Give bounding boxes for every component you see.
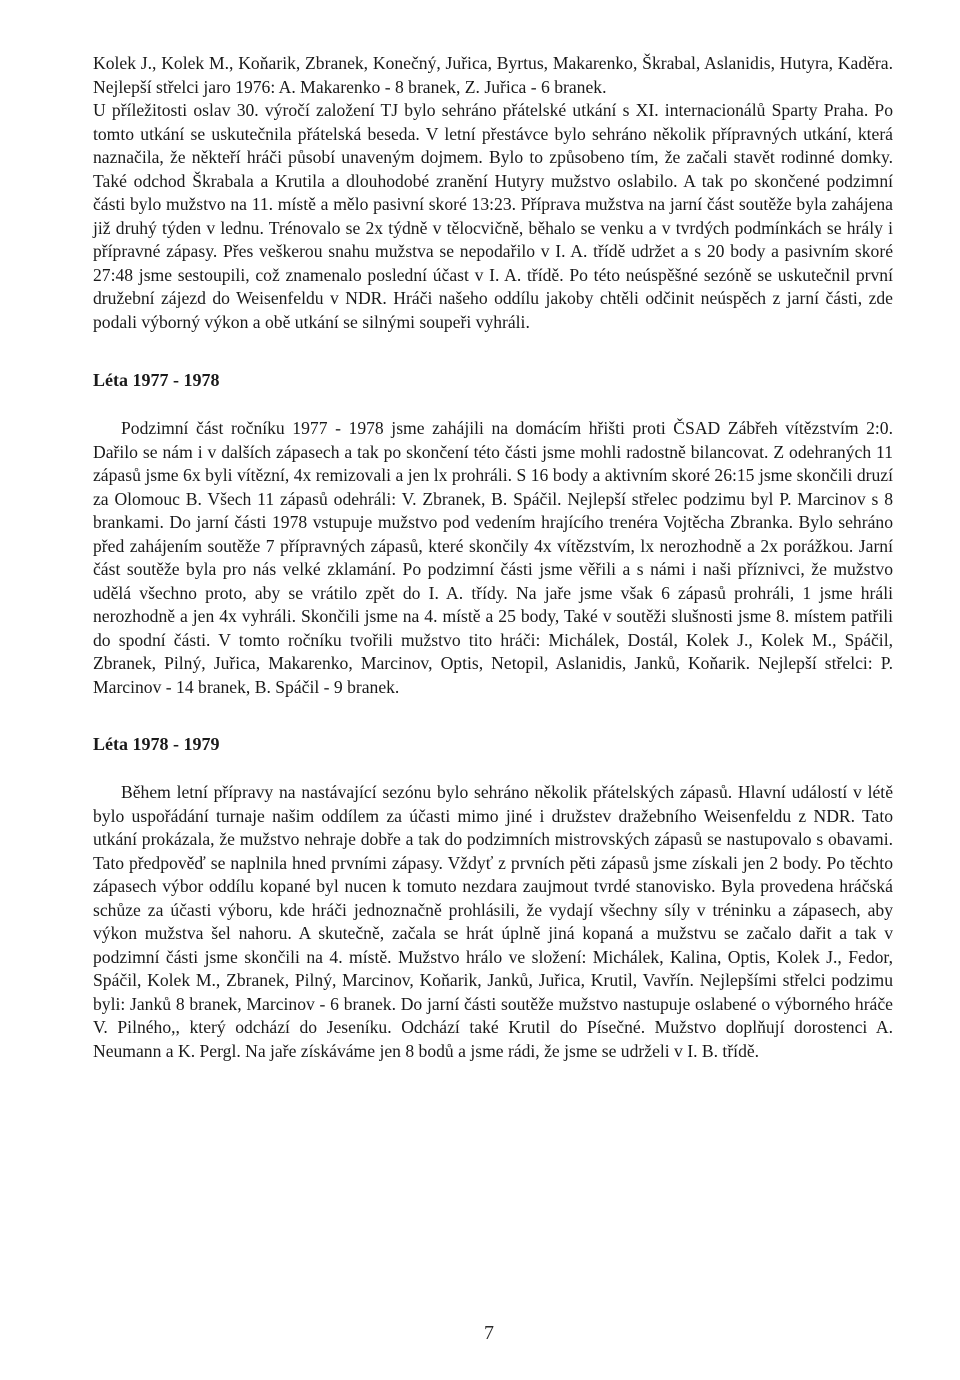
section-heading-1977-1978: Léta 1977 - 1978	[93, 370, 220, 390]
section-heading-1978-1979: Léta 1978 - 1979	[93, 734, 220, 754]
intro-paragraph-players: Kolek J., Kolek M., Koňarik, Zbranek, Konečný, Juřica, Byrtus, Makarenko, Škrabal, Aslanidis, Hutyra, Kaděra. Nejlepší střelci jaro 1976: A. Makarenko - 8 branek, Z. Juřica - 6 branek.	[93, 53, 893, 97]
page-number: 7	[484, 1322, 494, 1344]
section-paragraph-1978-1979: Během letní přípravy na nastávající sezónu bylo sehráno několik přátelských zápasů. Hlavní událostí v létě bylo uspořádání turnaje našim oddílem za účasti mimo jiné i družstev dražebního Weisenfeldu z NDR. Tato utkání prokázala, že mužstvo nehraje dobře a tak do podzimních mistrovských zápasů se nastupovalo s obavami. Tato předpověď se naplnila hned prvními zápasy. Vždyť z prvních pěti zápasů jsme získali jen 2 body. Po těchto zápasech výbor oddílu kopané byl nucen k tomuto nezdara zaujmout tvrdé stanovisko. Byla provedena hráčská schůze za účasti výboru, kde hráči jednoznačně prohlásili, že vydají všechny síly v tréninku a zápasech, aby výkon mužstva šel nahoru. A skutečně, začala se hrát úplně jiná kopaná a mužstvu se začalo dařit a tak v podzimní části jsme skončili na 4. místě. Mužstvo hrálo ve složení: Michálek, Kalina, Optis, Kolek J., Fedor, Spáčil, Kolek M., Zbranek, Pilný, Marcinov, Koňarik, Janků, Juřica, Krutil, Vavřín. Nejlepšími střelci podzimu byli: Janků 8 branek, Marcinov - 6 branek. Do jarní části soutěže mužstvo nastupuje oslabené o výborného hráče V. Pilného,, který odchází do Jeseníku. Odchází také Krutil do Písečné. Mužstvo doplňují dorostenci A. Neumann a K. Pergl. Na jaře získáváme jen 8 bodů a jsme rádi, že jsme se udrželi v I. B. třídě.	[93, 782, 893, 1061]
document-page	[93, 52, 893, 1063]
section-paragraph-1977-1978: Podzimní část ročníku 1977 - 1978 jsme zahájili na domácím hřišti proti ČSAD Zábřeh vítězstvím 2:0. Dařilo se nám i v dalších zápasech a tak po skončení této části jsme mohli radostně bilancovat. Z odehraných 11 zápasů jsme 6x byli vítězní, 4x remizovali a jen lx prohráli. S 16 body a aktivním skoré 26:15 jsme skončili druzí za Olomouc B. Všech 11 zápasů odehráli: V. Zbranek, B. Spáčil. Nejlepší střelec podzimu byl P. Marcinov s 8 brankami. Do jarní části 1978 vstupuje mužstvo pod vedením hrajícího trenéra Vojtěcha Zbranka. Bylo sehráno před zahájením soutěže 7 přípravných zápasů, které skončily 4x vítězstvím, lx nerozhodně a 2x porážkou. Jarní část soutěže byla pro nás velké zklamání. Po podzimní části jsme věřili a s námi i naši příznivci, že mužstvo udělá všechno proto, aby se vrátilo zpět do I. A. třídy. Na jaře jsme však 6 zápasů prohráli, 1 jsme hráli nerozhodně a jen 4x vyhráli. Skončili jsme na 4. místě a 25 body, Také v soutěži slušnosti jsme 8. místem patřili do spodní části. V tomto ročníku tvořili mužstvo tito hráči: Michálek, Dostál, Kolek J., Kolek M., Spáčil, Zbranek, Pilný, Juřica, Makarenko, Marcinov, Optis, Netopil, Aslanidis, Janků, Koňarik. Nejlepší střelci: P. Marcinov - 14 branek, B. Spáčil - 9 branek.	[93, 418, 893, 697]
intro-paragraph-anniversary: U příležitosti oslav 30. výročí založení TJ bylo sehráno přátelské utkání s XI. internacionálů Sparty Praha. Po tomto utkání se uskutečnila přátelská beseda. V letní přestávce bylo sehráno několik přípravných utkání, která naznačila, že někteří hráči působí unaveným dojmem. Bylo to způsobeno tím, že začali stavět rodinné domky. Také odchod Škrabala a Krutila a dlouhodobé zranění Hutyry mužstvo oslabilo. A tak po skončené podzimní části bylo mužstvo na 11. místě a mělo pasivní skoré 13:23. Příprava mužstva na jarní část soutěže byla zahájena již druhý týden v lednu. Trénovalo se 2x týdně v tělocvičně, běhalo se venku a v tvrdých podmínkách se hrály i přípravné zápasy. Přes veškerou snahu mužstva se nepodařilo v I. A. třídě udržet a s 20 body a pasivním skoré 27:48 jsme sestoupili, což znamenalo poslední účast v I. A. třídě. Po této neúspěšné sezóně se uskutečnil první družební zájezd do Weisenfeldu v NDR. Hráči našeho oddílu jakoby chtěli odčinit neúspěch z jarní části, zde podali výborný výkon a obě utkání se silnými soupeři vyhráli.	[93, 100, 893, 332]
